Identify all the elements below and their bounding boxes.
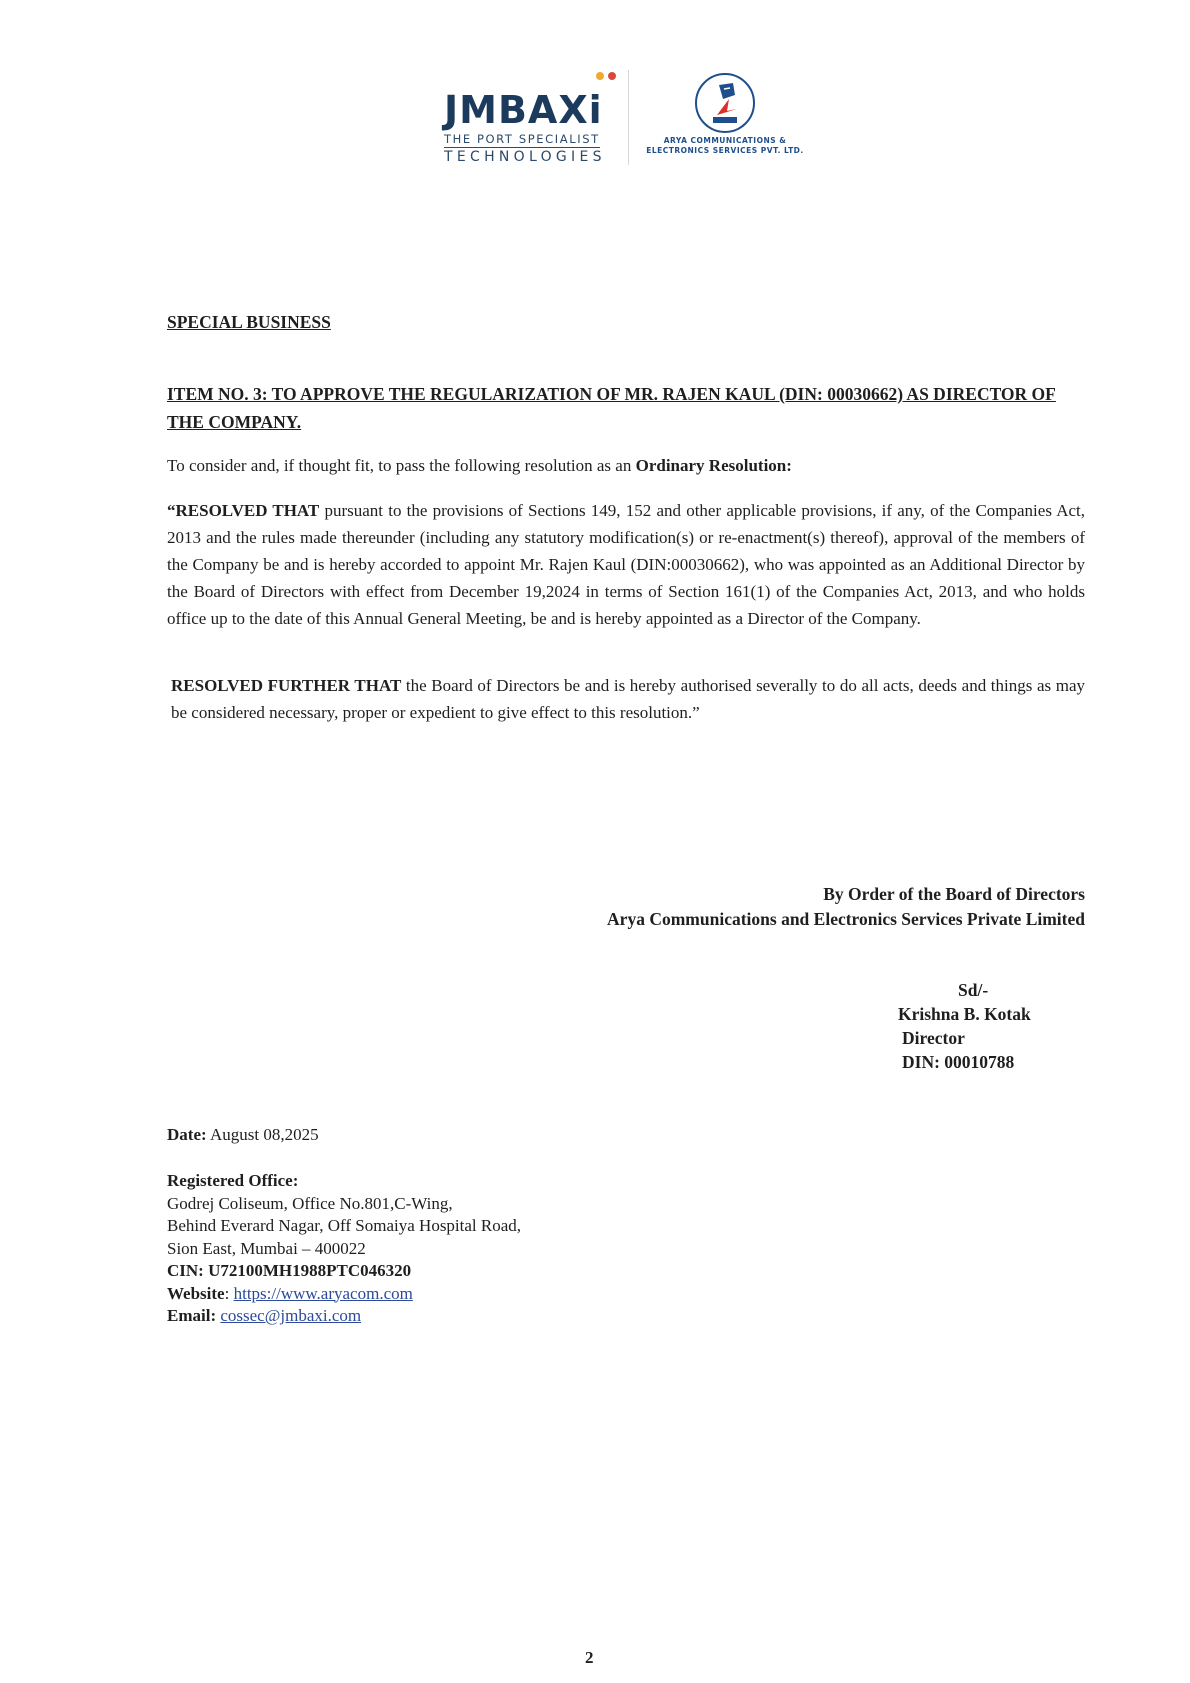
arya-logo-line-1: ARYA COMMUNICATIONS & bbox=[663, 136, 787, 145]
resolved-that-label: “RESOLVED THAT bbox=[167, 501, 320, 520]
intro-text: To consider and, if thought fit, to pass the following resolution as an bbox=[167, 456, 636, 475]
company-name: Arya Communications and Electronics Services Private Limited bbox=[607, 909, 1085, 929]
signatory-block bbox=[898, 978, 1031, 1074]
jmbaxi-logo bbox=[440, 68, 620, 168]
item-heading: ITEM NO. 3: TO APPROVE THE REGULARIZATION OF MR. RAJEN KAUL (DIN: 00030662) AS DIRECTOR OF THE COMPANY. bbox=[167, 384, 1056, 432]
jmbaxi-tagline-1: THE PORT SPECIALIST bbox=[444, 132, 600, 146]
resolution-paragraph-2 bbox=[171, 672, 1085, 726]
address-line-2: Behind Everard Nagar, Off Somaiya Hospital Road, bbox=[167, 1216, 522, 1235]
page-number: 2 bbox=[585, 1648, 594, 1667]
signatory-designation: Director bbox=[902, 1028, 965, 1048]
address-line-3: Sion East, Mumbai – 400022 bbox=[167, 1238, 366, 1258]
jmbaxi-tagline-2: TECHNOLOGIES bbox=[444, 149, 606, 165]
resolution-1-text: pursuant to the provisions of Sections 149, 152 and other applicable provisions, if any, of the Companies Act, 2013 and the rules made thereunder (including any statutory modification(s) or re-enactment(s) thereof), approval of the members of the Company be and is hereby accorded to appoint Mr. Rajen Kaul (DIN:00030662), who was appointed as an Additional Director by the Board of Directors with effect from December 19,2024 in terms of Section 161(1) of the Companies Act, 2013, and who holds office up to the date of this Annual General Meeting, be and is hereby appointed as a Director of the Company. bbox=[167, 501, 1085, 628]
jmbaxi-wordmark: JMBAXi bbox=[444, 88, 603, 132]
date-value: August 08,2025 bbox=[206, 1125, 319, 1144]
registered-office-label: Registered Office: bbox=[167, 1171, 299, 1190]
email-label: Email: bbox=[167, 1306, 217, 1325]
date-label: Date: bbox=[167, 1125, 207, 1144]
sd-mark: Sd/- bbox=[958, 980, 989, 1000]
arya-logo bbox=[640, 68, 810, 168]
website-separator: : bbox=[224, 1283, 234, 1303]
registered-office-block bbox=[167, 1170, 521, 1328]
website-link[interactable]: https://www.aryacom.com bbox=[233, 1283, 413, 1303]
signatory-din: DIN: 00010788 bbox=[902, 1052, 1015, 1072]
email-link[interactable]: cossec@jmbaxi.com bbox=[220, 1306, 362, 1325]
logo-dot-red-icon bbox=[608, 72, 616, 80]
date-line bbox=[167, 1124, 319, 1147]
intro-resolution-type: Ordinary Resolution: bbox=[635, 456, 792, 475]
arya-logo-line-2: ELECTRONICS SERVICES PVT. LTD. bbox=[646, 146, 804, 155]
signatory-name: Krishna B. Kotak bbox=[898, 1004, 1031, 1024]
website-label: Website bbox=[167, 1283, 225, 1303]
logo-divider bbox=[628, 70, 629, 165]
resolution-paragraph-1 bbox=[167, 497, 1085, 632]
resolution-2-text: the Board of Directors be and is hereby authorised severally to do all acts, deeds and things as may be considered necessary, proper or expedient to give effect to this resolution.” bbox=[171, 676, 1085, 722]
by-order-text: By Order of the Board of Directors bbox=[823, 884, 1085, 904]
cin-number: CIN: U72100MH1988PTC046320 bbox=[167, 1261, 412, 1280]
logo-dot-orange-icon bbox=[596, 72, 604, 80]
resolved-further-label: RESOLVED FURTHER THAT bbox=[171, 676, 402, 695]
signature-block-order bbox=[470, 882, 1085, 932]
address-line-1: Godrej Coliseum, Office No.801,C-Wing, bbox=[167, 1193, 453, 1213]
intro-paragraph bbox=[167, 452, 1085, 479]
section-heading: SPECIAL BUSINESS bbox=[167, 312, 331, 332]
arya-emblem-icon bbox=[695, 73, 755, 133]
